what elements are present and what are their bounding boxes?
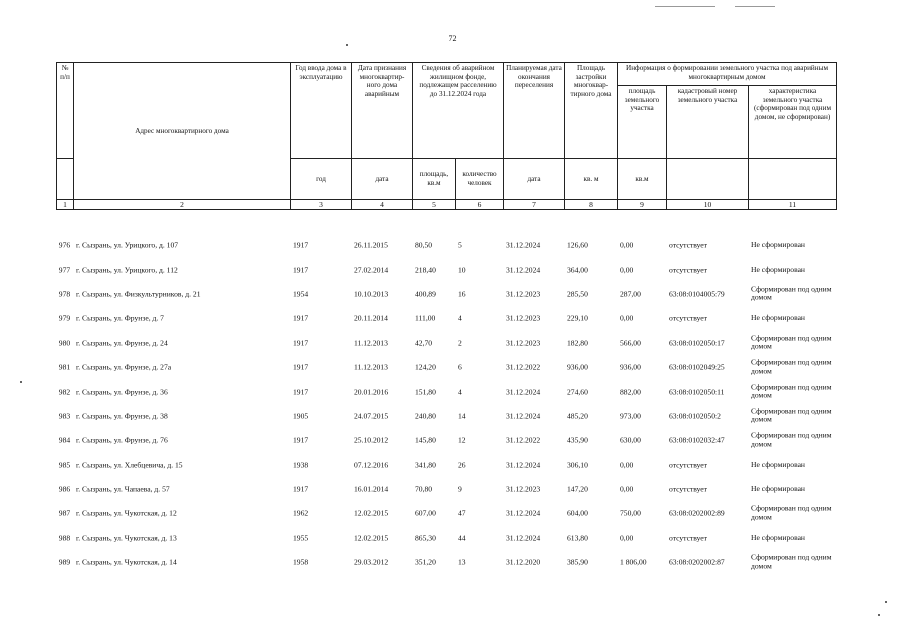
cell-land-area: 566,00	[620, 338, 641, 348]
cell-year: 1917	[293, 435, 309, 445]
cell-year: 1938	[293, 460, 309, 470]
cell-area: 80,50	[415, 240, 433, 250]
cell-date: 20.11.2014	[354, 313, 388, 323]
table-row	[56, 257, 836, 281]
cell-build-area: 147,20	[567, 484, 588, 494]
cell-address: г. Сызрань, ул. Фрунзе, д. 27а	[76, 362, 172, 372]
cell-area: 341,80	[415, 460, 436, 470]
cell-land-area: 936,00	[620, 362, 641, 372]
cell-status: Сформирован под одним домом	[751, 504, 832, 522]
scan-speck	[346, 44, 348, 46]
header-col-year: Год ввода дома в эксплуатацию	[291, 63, 352, 159]
cell-build-area: 229,10	[567, 313, 588, 323]
cell-area: 240,80	[415, 411, 436, 421]
cell-people: 47	[458, 508, 466, 518]
cell-address: г. Сызрань, ул. Фрунзе, д. 76	[76, 435, 168, 445]
cell-date: 20.01.2016	[354, 387, 389, 397]
table-row	[56, 428, 836, 452]
cell-cadastral: отсутствует	[669, 240, 707, 250]
cell-build-area: 936,00	[567, 362, 588, 372]
cell-build-area: 126,60	[567, 240, 588, 250]
header-unit-planned-date: дата	[504, 159, 565, 200]
cell-no: 983	[58, 411, 71, 421]
cell-people: 5	[458, 240, 462, 250]
header-unit-empty	[749, 159, 837, 200]
cell-status: Сформирован под одним домом	[751, 552, 832, 571]
cell-cadastral: отсутствует	[669, 484, 707, 494]
table-row	[56, 526, 836, 550]
column-number: 7	[504, 200, 565, 210]
table-body	[56, 233, 836, 574]
cell-planned: 31.12.2024	[506, 533, 541, 543]
cell-planned: 31.12.2023	[506, 289, 541, 299]
cell-land-area: 630,00	[620, 435, 641, 445]
cell-year: 1958	[293, 557, 309, 567]
cell-status: Сформирован под одним домом	[751, 382, 832, 400]
cell-status: Сформирован под одним домом	[751, 430, 832, 449]
scan-edge-line	[655, 6, 715, 7]
cell-planned: 31.12.2023	[506, 338, 541, 348]
cell-build-area: 306,10	[567, 460, 588, 470]
header-unit-sqm: кв. м	[565, 159, 618, 200]
column-number: 8	[565, 200, 618, 210]
column-number: 6	[456, 200, 504, 210]
cell-date: 10.10.2013	[354, 289, 389, 299]
cell-address: г. Сызрань, ул. Фрунзе, д. 38	[76, 411, 168, 421]
cell-no: 980	[58, 338, 71, 348]
header-col-building-area: Площадь застройки многоквар-тирного дома	[565, 63, 618, 159]
cell-date: 27.02.2014	[354, 265, 389, 275]
cell-build-area: 364,00	[567, 265, 588, 275]
cell-people: 13	[458, 557, 466, 567]
cell-date: 24.07.2015	[354, 411, 389, 421]
cell-no: 987	[58, 508, 71, 518]
cell-year: 1954	[293, 289, 309, 299]
cell-year: 1917	[293, 387, 309, 397]
cell-planned: 31.12.2024	[506, 460, 541, 470]
cell-cadastral: 63:08:0202002:87	[669, 557, 725, 567]
cell-address: г. Сызрань, ул. Чукотская, д. 14	[76, 557, 177, 567]
column-number: 9	[618, 200, 667, 210]
cell-no: 985	[58, 460, 71, 470]
header-unit-land-sqm: кв.м	[618, 159, 667, 200]
cell-year: 1905	[293, 411, 309, 421]
header-unit-date: дата	[352, 159, 413, 200]
cell-address: г. Сызрань, ул. Чукотская, д. 13	[76, 533, 177, 543]
cell-people: 4	[458, 313, 462, 323]
cell-address: г. Сызрань, ул. Урицкого, д. 112	[76, 265, 178, 275]
cell-cadastral: 63:08:0102050:11	[669, 387, 725, 397]
column-number: 11	[749, 200, 837, 210]
cell-planned: 31.12.2022	[506, 362, 541, 372]
scan-speck	[885, 601, 887, 603]
table-row	[56, 233, 836, 257]
cell-area: 400,89	[415, 289, 436, 299]
cell-land-area: 1 806,00	[620, 557, 647, 567]
page-number: 72	[448, 34, 457, 43]
cell-year: 1917	[293, 362, 309, 372]
cell-area: 351,20	[415, 557, 436, 567]
cell-area: 607,00	[415, 508, 436, 518]
cell-cadastral: 63:08:0102049:25	[669, 362, 725, 372]
cell-land-area: 973,00	[620, 411, 641, 421]
cell-address: г. Сызрань, ул. Чукотская, д. 12	[76, 508, 177, 518]
header-unit-empty	[667, 159, 749, 200]
cell-status: Сформирован под одним домом	[751, 406, 832, 424]
cell-build-area: 435,90	[567, 435, 588, 445]
header-col-address: Адрес многоквартирного дома	[74, 63, 291, 200]
column-number: 1	[57, 200, 74, 210]
cell-cadastral: 63:08:0102050:2	[669, 411, 721, 421]
cell-status: Не сформирован	[751, 239, 805, 249]
cell-planned: 31.12.2023	[506, 313, 541, 323]
table-row	[56, 331, 836, 355]
cell-date: 12.02.2015	[354, 508, 389, 518]
cell-no: 978	[58, 289, 71, 299]
cell-planned: 31.12.2020	[506, 557, 541, 567]
cell-date: 12.02.2015	[354, 533, 389, 543]
cell-no: 986	[58, 484, 71, 494]
cell-land-area: 0,00	[620, 460, 634, 470]
scan-speck	[878, 614, 880, 616]
cell-no: 981	[58, 362, 71, 372]
cell-people: 9	[458, 484, 462, 494]
cell-people: 6	[458, 362, 462, 372]
header-col-emergency-info: Сведения об аварийном жилищном фонде, подлежащем расселению до 31.12.2024 года	[413, 63, 504, 159]
cell-year: 1917	[293, 313, 309, 323]
cell-address: г. Сызрань, ул. Фрунзе, д. 7	[76, 313, 164, 323]
cell-date: 07.12.2016	[354, 460, 389, 470]
column-number: 4	[352, 200, 413, 210]
table-row	[56, 453, 836, 477]
cell-planned: 31.12.2024	[506, 411, 541, 421]
table-row	[56, 282, 836, 306]
cell-status: Не сформирован	[751, 483, 805, 493]
cell-area: 42,70	[415, 338, 433, 348]
cell-people: 12	[458, 435, 466, 445]
cell-planned: 31.12.2024	[506, 508, 541, 518]
cell-date: 26.11.2015	[354, 240, 388, 250]
table-row	[56, 477, 836, 501]
cell-address: г. Сызрань, ул. Физкультурников, д. 21	[76, 289, 201, 299]
cell-address: г. Сызрань, ул. Фрунзе, д. 24	[76, 338, 168, 348]
cell-no: 979	[58, 313, 71, 323]
cell-people: 16	[458, 289, 466, 299]
table-row	[56, 501, 836, 525]
cell-build-area: 613,80	[567, 533, 588, 543]
cell-build-area: 485,20	[567, 411, 588, 421]
cell-date: 11.12.2013	[354, 338, 388, 348]
cell-land-area: 0,00	[620, 265, 634, 275]
cell-people: 26	[458, 460, 466, 470]
cell-people: 44	[458, 533, 466, 543]
column-number: 3	[291, 200, 352, 210]
cell-address: г. Сызрань, ул. Чапаева, д. 57	[76, 484, 170, 494]
cell-cadastral: отсутствует	[669, 460, 707, 470]
cell-area: 151,80	[415, 387, 436, 397]
header-unit-year: год	[291, 159, 352, 200]
header-unit-people: количество человек	[456, 159, 504, 200]
header-col-date-recognition: Дата признания многоквартир-ного дома аварийным	[352, 63, 413, 159]
cell-year: 1955	[293, 533, 309, 543]
cell-area: 865,30	[415, 533, 436, 543]
cell-date: 25.10.2012	[354, 435, 389, 445]
table-row	[56, 306, 836, 330]
cell-planned: 31.12.2024	[506, 240, 541, 250]
cell-no: 989	[58, 557, 71, 567]
cell-no: 984	[58, 435, 71, 445]
header-col-land-info: Информация о формировании земельного участка под аварийным многоквартирным домом	[618, 63, 837, 86]
cell-land-area: 287,00	[620, 289, 641, 299]
cell-planned: 31.12.2022	[506, 435, 541, 445]
header-sub-characteristic: характеристика земельного участка (сформирован под одним домом, не сформирован)	[749, 86, 837, 159]
cell-build-area: 385,90	[567, 557, 588, 567]
cell-no: 982	[58, 387, 71, 397]
cell-build-area: 285,50	[567, 289, 588, 299]
cell-status: Не сформирован	[751, 459, 805, 469]
scan-speck	[20, 381, 22, 383]
cell-address: г. Сызрань, ул. Фрунзе, д. 36	[76, 387, 168, 397]
header-unit-area: площадь, кв.м	[413, 159, 456, 200]
cell-cadastral: 63:08:0102032:47	[669, 435, 725, 445]
cell-no: 977	[58, 265, 71, 275]
cell-year: 1917	[293, 338, 309, 348]
cell-area: 218,40	[415, 265, 436, 275]
table-row	[56, 355, 836, 379]
cell-people: 4	[458, 387, 462, 397]
cell-build-area: 274,60	[567, 387, 588, 397]
cell-cadastral: 63:08:0104005:79	[669, 289, 725, 299]
column-number: 10	[667, 200, 749, 210]
column-number: 5	[413, 200, 456, 210]
cell-land-area: 0,00	[620, 533, 634, 543]
cell-area: 124,20	[415, 362, 436, 372]
cell-area: 145,80	[415, 435, 436, 445]
cell-planned: 31.12.2024	[506, 387, 541, 397]
table-row	[56, 404, 836, 428]
cell-status: Не сформирован	[751, 532, 805, 542]
header-col-no: № п/п	[57, 63, 74, 159]
cell-build-area: 182,80	[567, 338, 588, 348]
table-row	[56, 379, 836, 403]
cell-area: 70,80	[415, 484, 433, 494]
column-number: 2	[74, 200, 291, 210]
cell-no: 988	[58, 533, 71, 543]
cell-people: 14	[458, 411, 466, 421]
cell-cadastral: отсутствует	[669, 265, 707, 275]
cell-people: 10	[458, 265, 466, 275]
cell-cadastral: отсутствует	[669, 313, 707, 323]
header-col-planned-date: Планируемая дата окончания переселения	[504, 63, 565, 159]
cell-status: Не сформирован	[751, 313, 805, 323]
cell-planned: 31.12.2024	[506, 265, 541, 275]
cell-year: 1917	[293, 265, 309, 275]
cell-no: 976	[58, 240, 71, 250]
cell-year: 1962	[293, 508, 309, 518]
cell-area: 111,00	[415, 313, 436, 323]
cell-status: Не сформирован	[751, 264, 805, 274]
cell-land-area: 882,00	[620, 387, 641, 397]
cell-year: 1917	[293, 240, 309, 250]
cell-cadastral: 63:08:0202002:89	[669, 508, 725, 518]
table-header	[56, 62, 837, 210]
cell-date: 16.01.2014	[354, 484, 389, 494]
cell-land-area: 750,00	[620, 508, 641, 518]
header-unit-empty	[57, 159, 74, 200]
header-sub-land-area: площадь земельного участка	[618, 86, 667, 159]
cell-status: Сформирован под одним домом	[751, 333, 832, 351]
cell-planned: 31.12.2023	[506, 484, 541, 494]
scan-edge-line	[735, 6, 775, 7]
table-row	[56, 550, 836, 574]
cell-address: г. Сызрань, ул. Урицкого, д. 107	[76, 240, 179, 250]
cell-status: Сформирован под одним домом	[751, 284, 832, 302]
cell-year: 1917	[293, 484, 309, 494]
cell-date: 29.03.2012	[354, 557, 389, 567]
cell-date: 11.12.2013	[354, 362, 388, 372]
header-sub-cadastral: кадастровый номер земельного участка	[667, 86, 749, 159]
cell-land-area: 0,00	[620, 313, 634, 323]
cell-land-area: 0,00	[620, 240, 634, 250]
cell-cadastral: 63:08:0102050:17	[669, 338, 725, 348]
cell-address: г. Сызрань, ул. Хлебцевича, д. 15	[76, 460, 183, 470]
cell-status: Сформирован под одним домом	[751, 357, 832, 376]
cell-people: 2	[458, 338, 462, 348]
cell-land-area: 0,00	[620, 484, 634, 494]
cell-build-area: 604,00	[567, 508, 588, 518]
cell-cadastral: отсутствует	[669, 533, 707, 543]
